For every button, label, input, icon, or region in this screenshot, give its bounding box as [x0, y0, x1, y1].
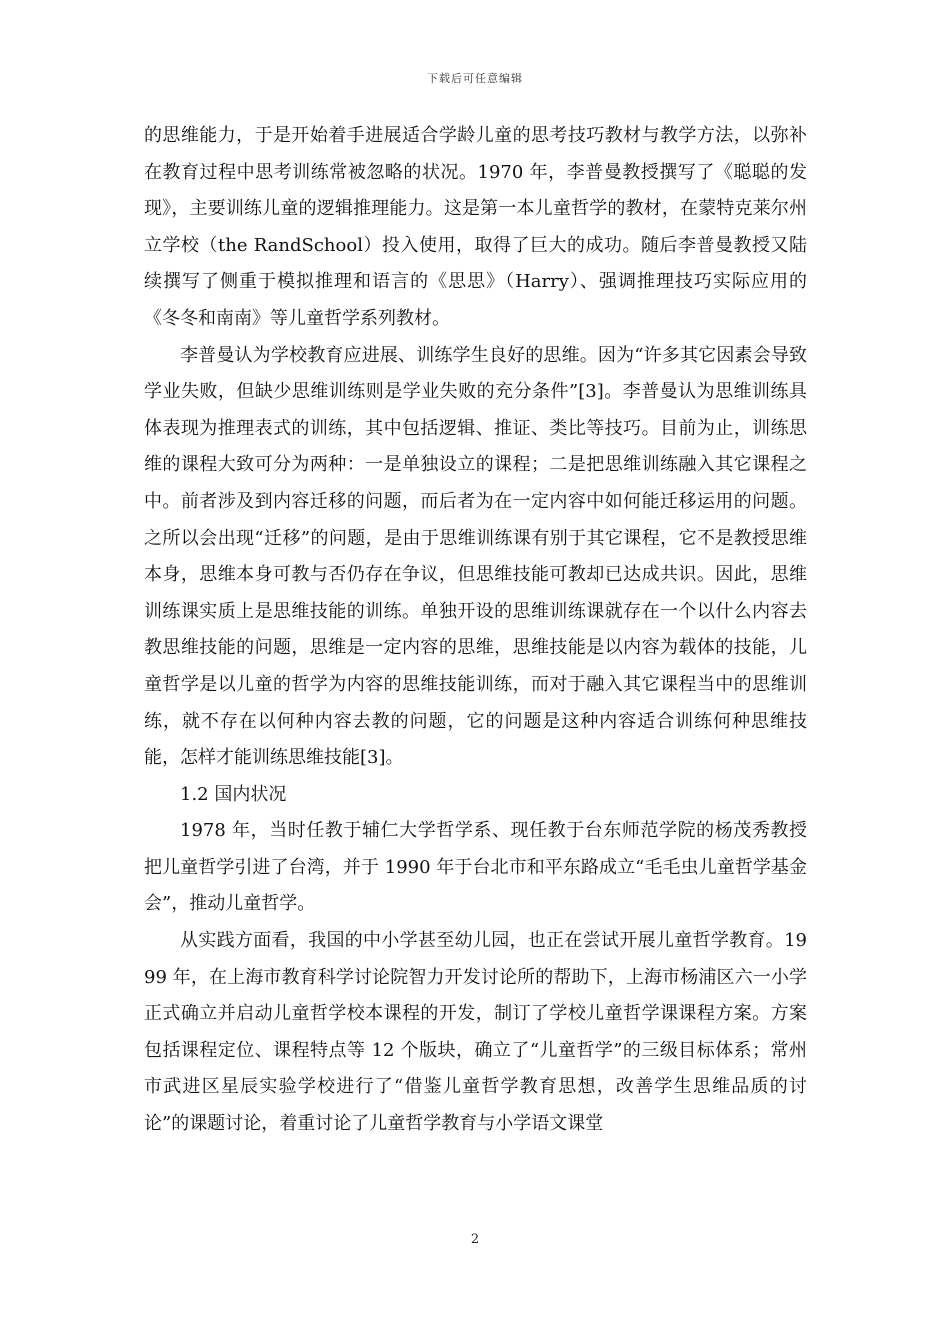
paragraph-practice: 从实践方面看，我国的中小学甚至幼儿园，也正在尝试开展儿童哲学教育。1999 年，在上海市教育科学讨论院智力开发讨论所的帮助下，上海市杨浦区六一小学正式确立并启动儿童哲学校本课程的开发，制订了学校儿童哲学课课程方案。方案包括课程定位、课程特点等 12 个版块，确立了“儿童哲学”的三级目标体系；常州市武进区星辰实验学校进行了“借鉴儿童哲学教育思想，改善学生思维品质的讨论”的课题讨论，着重讨论了儿童哲学教育与小学语文课堂	[144, 930, 807, 1135]
paragraph-lipman-view: 李普曼认为学校教育应进展、训练学生良好的思维。因为“许多其它因素会导致学业失败，但缺少思维训练则是学业失败的充分条件”[3]。李普曼认为思维训练具体表现为推理表式的训练，其中包括逻辑、推证、类比等技巧。目前为止，训练思维的课程大致可分为两种：一是单独设立的课程；二是把思维训练融入其它课程之中。前者涉及到内容迁移的问题，而后者为在一定内容中如何能迁移运用的问题。之所以会出现“迁移”的问题，是由于思维训练课有别于其它课程，它不是教授思维本身，思维本身可教与否仍存在争议，但思维技能可教却已达成共识。因此，思维训练课实质上是思维技能的训练。单独开设的思维训练课就存在一个以什么内容去教思维技能的问题，思维是一定内容的思维，思维技能是以内容为载体的技能，儿童哲学是以儿童的哲学为内容的思维技能训练，而对于融入其它课程当中的思维训练，就不存在以何种内容去教的问题，它的问题是这种内容适合训练何种思维技能，怎样才能训练思维技能[3]。	[144, 344, 807, 769]
page-header: 下载后可任意编辑	[427, 72, 523, 85]
paragraph-taiwan: 1978 年，当时任教于辅仁大学哲学系、现任教于台东师范学院的杨茂秀教授把儿童哲学引进了台湾，并于 1990 年于台北市和平东路成立“毛毛虫儿童哲学基金会”，推动儿童哲学。	[144, 820, 807, 915]
paragraph-continuation: 的思维能力，于是开始着手进展适合学龄儿童的思考技巧教材与教学方法，以弥补在教育过程中思考训练常被忽略的状况。1970 年，李普曼教授撰写了《聪聪的发现》，主要训练儿童的逻辑推理能力。这是第一本儿童哲学的教材，在蒙特克莱尔州立学校（the RandSchool）投入使用，取得了巨大的成功。随后李普曼教授又陆续撰写了侧重于模拟推理和语言的《思思》（Harry）、强调推理技巧实际应用的《冬冬和南南》等儿童哲学系列教材。	[144, 125, 807, 329]
section-heading: 1.2 国内状况	[180, 783, 287, 805]
page-number: 2	[470, 1232, 480, 1247]
document-body	[144, 118, 807, 1143]
